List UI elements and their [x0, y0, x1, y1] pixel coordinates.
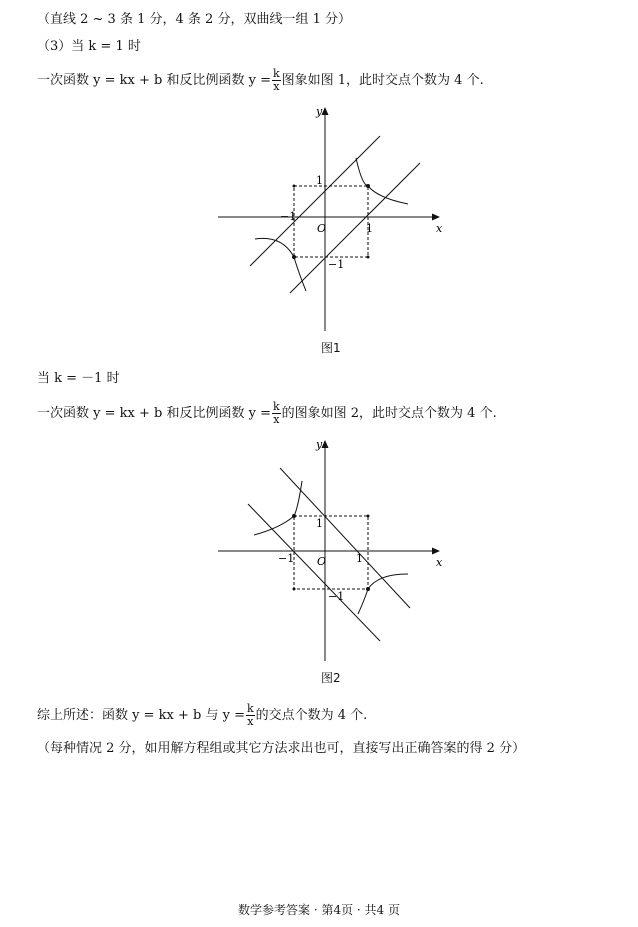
fraction-denominator: x: [273, 413, 280, 426]
origin-label: O: [317, 555, 327, 568]
fraction-k-over-x: [246, 703, 255, 728]
tick-label-x-neg1: −1: [278, 552, 295, 565]
figure-2-graph: [210, 436, 450, 666]
tick-label-x-1: 1: [356, 552, 363, 565]
case-k-neg1-heading: 当 k = －1 时: [37, 371, 120, 386]
text-segment: 图象如图 1，此时交点个数为 4 个.: [281, 73, 484, 88]
fraction-denominator: x: [247, 715, 254, 728]
text-segment: 的交点个数为 4 个.: [255, 708, 368, 723]
fraction-numerator: k: [246, 702, 254, 715]
fraction-numerator: k: [272, 67, 280, 80]
tick-label-y-1: 1: [316, 174, 323, 187]
tick-label-y-neg1: −1: [328, 258, 345, 271]
x-axis-label: x: [436, 222, 443, 235]
tick-label-x-1: 1: [366, 222, 373, 235]
fraction-numerator: k: [272, 400, 280, 413]
text-segment: 综上所述：函数 y = kx + b 与 y =: [37, 708, 245, 723]
tick-label-y-1: 1: [316, 517, 323, 530]
figure-1-caption: 图1: [321, 341, 341, 355]
tick-label-y-neg1: −1: [328, 590, 345, 603]
fraction-denominator: x: [273, 80, 280, 93]
tick-label-x-neg1: −1: [280, 210, 297, 223]
page-footer: 数学参考答案 · 第4页 · 共4 页: [238, 903, 400, 917]
fraction-k-over-x: [272, 401, 281, 426]
x-axis-label: x: [436, 556, 443, 569]
scoring-note-2: （每种情况 2 分，如用解方程组或其它方法求出也可，直接写出正确答案的得 2 分）: [37, 741, 526, 756]
text-segment: 的图象如图 2，此时交点个数为 4 个.: [281, 406, 497, 421]
scoring-note-1: （直线 2 ~ 3 条 1 分，4 条 2 分，双曲线一组 1 分）: [37, 12, 351, 27]
case-k-1-description: [37, 68, 484, 93]
y-axis-label: y: [316, 438, 323, 451]
figure-1-graph: [210, 103, 450, 333]
y-axis-label: y: [316, 105, 323, 118]
origin-label: O: [317, 222, 327, 235]
figure-2-caption: 图2: [321, 671, 341, 685]
conclusion: [37, 703, 367, 728]
case-k-1-heading: （3）当 k = 1 时: [37, 39, 141, 54]
case-k-neg1-description: [37, 401, 497, 426]
fraction-k-over-x: [272, 68, 281, 93]
text-segment: 一次函数 y = kx + b 和反比例函数 y =: [37, 73, 271, 88]
text-segment: 一次函数 y = kx + b 和反比例函数 y =: [37, 406, 271, 421]
